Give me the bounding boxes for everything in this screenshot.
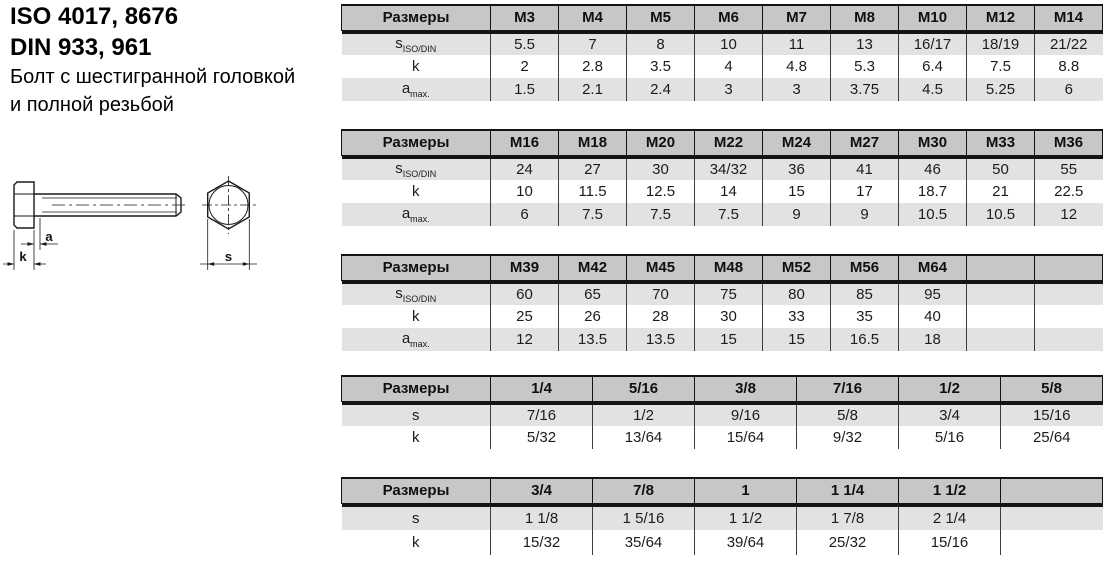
column-header: M56 xyxy=(831,255,899,280)
table-cell: 3 xyxy=(763,78,831,101)
column-header: 1 1/4 xyxy=(797,478,899,503)
row-label-s: s xyxy=(342,505,491,530)
table-cell: 22.5 xyxy=(1035,180,1103,203)
table-cell: 15 xyxy=(763,180,831,203)
column-header xyxy=(1001,478,1103,503)
bolt-technical-drawing xyxy=(0,165,290,340)
product-description-line2: и полной резьбой xyxy=(10,94,174,116)
table-cell: 10.5 xyxy=(967,203,1035,226)
dim-s-arrow-left xyxy=(208,262,215,266)
table-cell: 26 xyxy=(559,305,627,328)
table-cell: 2.1 xyxy=(559,78,627,101)
table-cell: 2 1/4 xyxy=(899,505,1001,530)
column-header: M4 xyxy=(559,5,627,30)
table-cell: 1 1/8 xyxy=(491,505,593,530)
table-cell: 41 xyxy=(831,157,899,180)
table-cell: 7.5 xyxy=(627,203,695,226)
table-cell xyxy=(1035,328,1103,351)
column-header: M10 xyxy=(899,5,967,30)
table-cell: 15/16 xyxy=(899,530,1001,555)
column-header: M6 xyxy=(695,5,763,30)
table-cell: 15/16 xyxy=(1001,403,1103,426)
column-header xyxy=(967,255,1035,280)
table-cell: 2 xyxy=(491,55,559,78)
column-header: M20 xyxy=(627,130,695,155)
row-label-k: k xyxy=(412,308,420,325)
bolt-head-outline xyxy=(14,182,34,228)
table-cell: 33 xyxy=(763,305,831,328)
table-cell: 1 5/16 xyxy=(593,505,695,530)
column-header xyxy=(1035,255,1103,280)
table-cell: 17 xyxy=(831,180,899,203)
row-label-k: k xyxy=(412,183,420,200)
hex-centerlines xyxy=(202,176,256,234)
column-header: M16 xyxy=(491,130,559,155)
row-label-k: k xyxy=(412,429,420,446)
column-header: M14 xyxy=(1035,5,1103,30)
column-header: M36 xyxy=(1035,130,1103,155)
column-header: 1 1/2 xyxy=(899,478,1001,503)
table-cell: 14 xyxy=(695,180,763,203)
table-cell: 50 xyxy=(967,157,1035,180)
column-header: M45 xyxy=(627,255,695,280)
table-cell xyxy=(1001,530,1103,555)
table-cell: 65 xyxy=(559,282,627,305)
column-header: 3/8 xyxy=(695,376,797,401)
table-cell: 7 xyxy=(559,32,627,55)
column-header: M42 xyxy=(559,255,627,280)
column-header: 1/4 xyxy=(491,376,593,401)
table-cell: 30 xyxy=(695,305,763,328)
dim-s-arrow-right xyxy=(243,262,250,266)
table-cell: 9/16 xyxy=(695,403,797,426)
table-cell: 16/17 xyxy=(899,32,967,55)
dim-a-arrow-right xyxy=(28,242,35,246)
column-header: M5 xyxy=(627,5,695,30)
column-header: M22 xyxy=(695,130,763,155)
table-cell: 25/32 xyxy=(797,530,899,555)
table-cell: 3/4 xyxy=(899,403,1001,426)
table-cell: 5.5 xyxy=(491,32,559,55)
table-cell: 15/32 xyxy=(491,530,593,555)
column-header: 7/16 xyxy=(797,376,899,401)
row-label-s: $s_{ISO/DIN}$ xyxy=(342,157,491,180)
table-cell xyxy=(967,328,1035,351)
table-cell: 13.5 xyxy=(627,328,695,351)
table-cell: 11 xyxy=(763,32,831,55)
column-header: M18 xyxy=(559,130,627,155)
table-cell: 40 xyxy=(899,305,967,328)
product-description-line1: Болт с шестигранной головкой xyxy=(10,66,296,88)
column-header: M52 xyxy=(763,255,831,280)
table-cell: 12.5 xyxy=(627,180,695,203)
column-header: M7 xyxy=(763,5,831,30)
dimension-table-3 xyxy=(341,254,1102,351)
table-cell: 1 7/8 xyxy=(797,505,899,530)
dimension-table-1 xyxy=(341,4,1102,101)
table-cell: 75 xyxy=(695,282,763,305)
bolt-head-facet-lines xyxy=(14,194,34,216)
table-cell: 6 xyxy=(1035,78,1103,101)
table-cell: 5/16 xyxy=(899,426,1001,449)
table-cell: 10 xyxy=(491,180,559,203)
size-row-header: Размеры xyxy=(342,478,491,503)
table-cell: 60 xyxy=(491,282,559,305)
table-cell xyxy=(1035,305,1103,328)
table-cell: 18 xyxy=(899,328,967,351)
size-row-header: Размеры xyxy=(342,5,491,30)
column-header: M27 xyxy=(831,130,899,155)
table-cell: 5/32 xyxy=(491,426,593,449)
row-label-s: s xyxy=(342,403,491,426)
table-cell: 3.75 xyxy=(831,78,899,101)
table-cell: 13 xyxy=(831,32,899,55)
table-cell: 12 xyxy=(491,328,559,351)
table-cell: 5.3 xyxy=(831,55,899,78)
dimension-table-4 xyxy=(341,375,1102,449)
row-label-k: k xyxy=(412,58,420,75)
table-cell: 36 xyxy=(763,157,831,180)
table-cell: 5.25 xyxy=(967,78,1035,101)
table-cell: 3 xyxy=(695,78,763,101)
table-cell: 2.8 xyxy=(559,55,627,78)
dimension-label-a: a xyxy=(45,229,53,244)
column-header: M24 xyxy=(763,130,831,155)
dimension-table-2 xyxy=(341,129,1102,226)
table-cell: 34/32 xyxy=(695,157,763,180)
table-cell: 6 xyxy=(491,203,559,226)
dimension-table-5 xyxy=(341,477,1102,555)
table-cell: 10 xyxy=(695,32,763,55)
table-cell: 95 xyxy=(899,282,967,305)
table-cell: 8 xyxy=(627,32,695,55)
table-cell: 30 xyxy=(627,157,695,180)
table-cell xyxy=(1035,282,1103,305)
column-header: M33 xyxy=(967,130,1035,155)
table-cell: 9 xyxy=(763,203,831,226)
iso-standard-title: ISO 4017, 8676 xyxy=(10,3,179,30)
row-label-a: $a_{max.}$ xyxy=(342,78,491,101)
table-cell: 85 xyxy=(831,282,899,305)
table-cell xyxy=(1001,505,1103,530)
table-cell: 39/64 xyxy=(695,530,797,555)
table-cell: 28 xyxy=(627,305,695,328)
table-cell: 12 xyxy=(1035,203,1103,226)
table-cell: 13/64 xyxy=(593,426,695,449)
column-header: 7/8 xyxy=(593,478,695,503)
din-standard-title: DIN 933, 961 xyxy=(10,34,152,61)
table-cell: 16.5 xyxy=(831,328,899,351)
dimension-label-s: s xyxy=(224,249,233,264)
table-cell: 3.5 xyxy=(627,55,695,78)
table-cell: 15 xyxy=(763,328,831,351)
table-cell: 21/22 xyxy=(1035,32,1103,55)
table-cell: 18/19 xyxy=(967,32,1035,55)
column-header: 5/16 xyxy=(593,376,695,401)
row-label-s: $s_{ISO/DIN}$ xyxy=(342,32,491,55)
row-label-s: $s_{ISO/DIN}$ xyxy=(342,282,491,305)
table-cell: 11.5 xyxy=(559,180,627,203)
table-cell: 4 xyxy=(695,55,763,78)
table-cell: 6.4 xyxy=(899,55,967,78)
column-header: 1/2 xyxy=(899,376,1001,401)
table-cell: 25/64 xyxy=(1001,426,1103,449)
table-cell xyxy=(967,305,1035,328)
table-cell: 1/2 xyxy=(593,403,695,426)
table-cell xyxy=(967,282,1035,305)
table-cell: 21 xyxy=(967,180,1035,203)
size-row-header: Размеры xyxy=(342,130,491,155)
table-cell: 27 xyxy=(559,157,627,180)
column-header: M30 xyxy=(899,130,967,155)
table-cell: 1.5 xyxy=(491,78,559,101)
column-header: 5/8 xyxy=(1001,376,1103,401)
table-cell: 7/16 xyxy=(491,403,593,426)
table-cell: 80 xyxy=(763,282,831,305)
table-cell: 4.5 xyxy=(899,78,967,101)
table-cell: 9/32 xyxy=(797,426,899,449)
table-cell: 35 xyxy=(831,305,899,328)
column-header: M48 xyxy=(695,255,763,280)
size-row-header: Размеры xyxy=(342,255,491,280)
row-label-a: $a_{max.}$ xyxy=(342,203,491,226)
table-cell: 46 xyxy=(899,157,967,180)
dim-k-arrow-right xyxy=(8,262,15,266)
column-header: M8 xyxy=(831,5,899,30)
table-cell: 15/64 xyxy=(695,426,797,449)
table-cell: 9 xyxy=(831,203,899,226)
column-header: M64 xyxy=(899,255,967,280)
dimension-annotations-side xyxy=(3,218,58,270)
table-cell: 2.4 xyxy=(627,78,695,101)
table-cell: 18.7 xyxy=(899,180,967,203)
column-header: M12 xyxy=(967,5,1035,30)
table-cell: 70 xyxy=(627,282,695,305)
bolt-head-hex-view xyxy=(202,176,256,234)
table-cell: 7.5 xyxy=(559,203,627,226)
column-header: 3/4 xyxy=(491,478,593,503)
row-label-a: $a_{max.}$ xyxy=(342,328,491,351)
table-cell: 4.8 xyxy=(763,55,831,78)
dim-k-arrow-left xyxy=(34,262,41,266)
table-cell: 7.5 xyxy=(967,55,1035,78)
title-block xyxy=(10,1,295,119)
table-cell: 1 1/2 xyxy=(695,505,797,530)
column-header: M3 xyxy=(491,5,559,30)
table-cell: 10.5 xyxy=(899,203,967,226)
table-cell: 13.5 xyxy=(559,328,627,351)
table-cell: 7.5 xyxy=(695,203,763,226)
table-cell: 25 xyxy=(491,305,559,328)
table-cell: 5/8 xyxy=(797,403,899,426)
row-label-k: k xyxy=(412,534,420,551)
table-cell: 15 xyxy=(695,328,763,351)
table-cell: 24 xyxy=(491,157,559,180)
table-cell: 55 xyxy=(1035,157,1103,180)
table-cell: 8.8 xyxy=(1035,55,1103,78)
table-cell: 35/64 xyxy=(593,530,695,555)
column-header: 1 xyxy=(695,478,797,503)
size-row-header: Размеры xyxy=(342,376,491,401)
column-header: M39 xyxy=(491,255,559,280)
dimension-label-k: k xyxy=(19,249,27,264)
